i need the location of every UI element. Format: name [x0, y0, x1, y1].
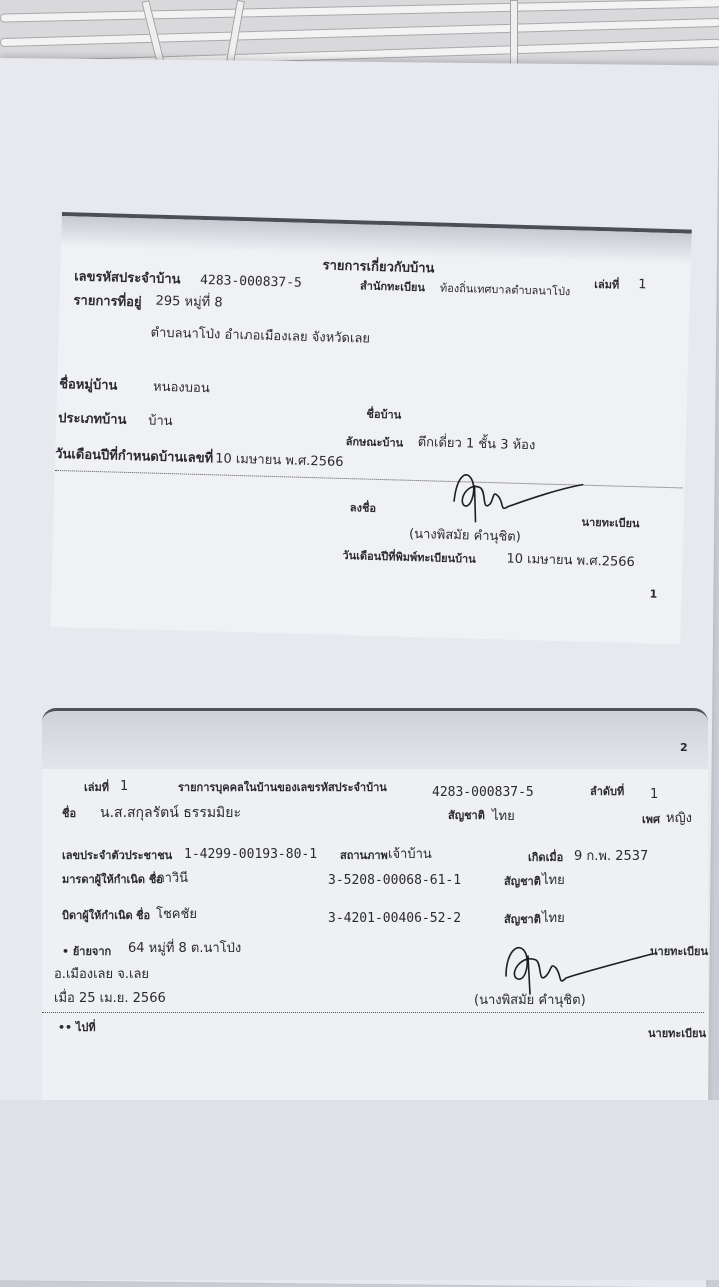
birth-label: เกิดเมื่อ [528, 851, 564, 864]
name-label: ชื่อ [62, 807, 77, 820]
page-number: 2 [680, 741, 688, 754]
office-value: ท้องถิ่นเทศบาลตำบลนาโป่ง [439, 281, 571, 299]
house-name-label: ชื่อบ้าน [366, 407, 402, 422]
father-name: โชคชัย [156, 907, 197, 922]
sex-label: เพศ [642, 813, 660, 826]
father-name-label: ชื่อ [136, 909, 151, 922]
house-feature-value: ตึกเดี่ยว 1 ชั้น 3 ห้อง [417, 435, 536, 454]
nationality-value: ไทย [492, 809, 515, 824]
registrar-title-bottom: นายทะเบียน [648, 1027, 707, 1040]
divider-line [42, 1012, 704, 1013]
order-value: 1 [650, 787, 659, 802]
registrar-title-top: นายทะเบียน [650, 945, 709, 958]
mother-nationality-label: สัญชาติ [504, 875, 541, 888]
address-line1: 295 หมู่ที่ 8 [155, 293, 223, 311]
father-label: บิดาผู้ให้กำเนิด [62, 909, 133, 922]
house-type-label: ประเภทบ้าน [58, 410, 127, 428]
status-value: เจ้าบ้าน [388, 847, 432, 862]
moved-from-line2: อ.เมืองเลย จ.เลย [54, 967, 150, 982]
registrar-name: (นางพิสมัย คำนุชิต) [474, 993, 586, 1008]
book-value: 1 [120, 779, 129, 794]
address-label: รายการที่อยู่ [73, 293, 142, 311]
birth-value: 9 ก.พ. 2537 [574, 849, 649, 864]
print-date-label: วันเดือนปีที่พิมพ์ทะเบียนบ้าน [342, 548, 476, 566]
sex-value: หญิง [666, 811, 692, 826]
print-date-value: 10 เมษายน พ.ศ.2566 [506, 551, 636, 571]
assigned-date-value: 10 เมษายน พ.ศ.2566 [214, 451, 344, 470]
registrar-signature [494, 936, 654, 1000]
registrar-title: นายทะเบียน [581, 515, 640, 531]
name-value: น.ส.สกุลรัตน์ ธรรมมิยะ [100, 805, 242, 821]
card-title: รายการเกี่ยวกับบ้าน [322, 258, 435, 277]
moved-from-label: • ย้ายจาก [62, 945, 112, 958]
mother-label: มารดาผู้ให้กำเนิด ชื่อ [62, 873, 163, 886]
house-feature-label: ลักษณะบ้าน [345, 435, 404, 450]
assigned-date-label: วันเดือนปีที่กำหนดบ้านเลขที่ [55, 446, 214, 467]
moved-from-line3: เมื่อ 25 เม.ย. 2566 [54, 991, 166, 1006]
father-nationality-label: สัญชาติ [504, 913, 541, 926]
mother-name: ภาวินี [156, 871, 189, 886]
rack-rod [510, 0, 518, 72]
house-details-card [50, 212, 691, 644]
citizen-id-label: เลขประจำตัวประชาชน [62, 849, 173, 862]
address-line2: ตำบลนาโป่ง อำเภอเมืองเลย จังหวัดเลย [150, 325, 371, 347]
status-label: สถานภาพ [340, 849, 388, 862]
mother-nationality-value: ไทย [542, 873, 565, 888]
citizen-id-value: 1-4299-00193-80-1 [184, 847, 318, 862]
registrar-name: (นางพิสมัย คำนุชิต) [408, 526, 521, 545]
house-type-value: บ้าน [147, 413, 173, 430]
card-header-band [42, 708, 708, 769]
person-details-card [42, 708, 708, 1100]
book-label: เล่มที่ [84, 781, 110, 794]
office-label: สำนักทะเบียน [359, 279, 426, 295]
house-id-value: 4283-000837-5 [199, 272, 303, 291]
nationality-label: สัญชาติ [448, 809, 485, 822]
father-id: 3-4201-00406-52-2 [328, 911, 462, 926]
page-number: 1 [649, 587, 658, 601]
house-id-value: 4283-000837-5 [432, 785, 534, 800]
registrar-signature [433, 461, 585, 535]
book-value: 1 [637, 277, 647, 293]
card-title: รายการบุคคลในบ้านของเลขรหัสประจำบ้าน [178, 781, 387, 794]
order-label: ลำดับที่ [590, 785, 625, 798]
father-nationality-value: ไทย [542, 911, 565, 926]
book-label: เล่มที่ [594, 277, 620, 292]
village-value: หนองบอน [152, 379, 210, 397]
village-label: ชื่อหมู่บ้าน [58, 376, 118, 394]
paper-sheet-bottom [0, 1100, 719, 1280]
moved-to-label: •• ไปที่ [58, 1021, 96, 1034]
divider-line [55, 470, 683, 489]
moved-from-line1: 64 หมู่ที่ 8 ต.นาโป่ง [128, 941, 242, 956]
signed-label: ลงชื่อ [349, 501, 377, 515]
house-id-label: เลขรหัสประจำบ้าน [73, 269, 181, 288]
mother-id: 3-5208-00068-61-1 [328, 873, 462, 888]
